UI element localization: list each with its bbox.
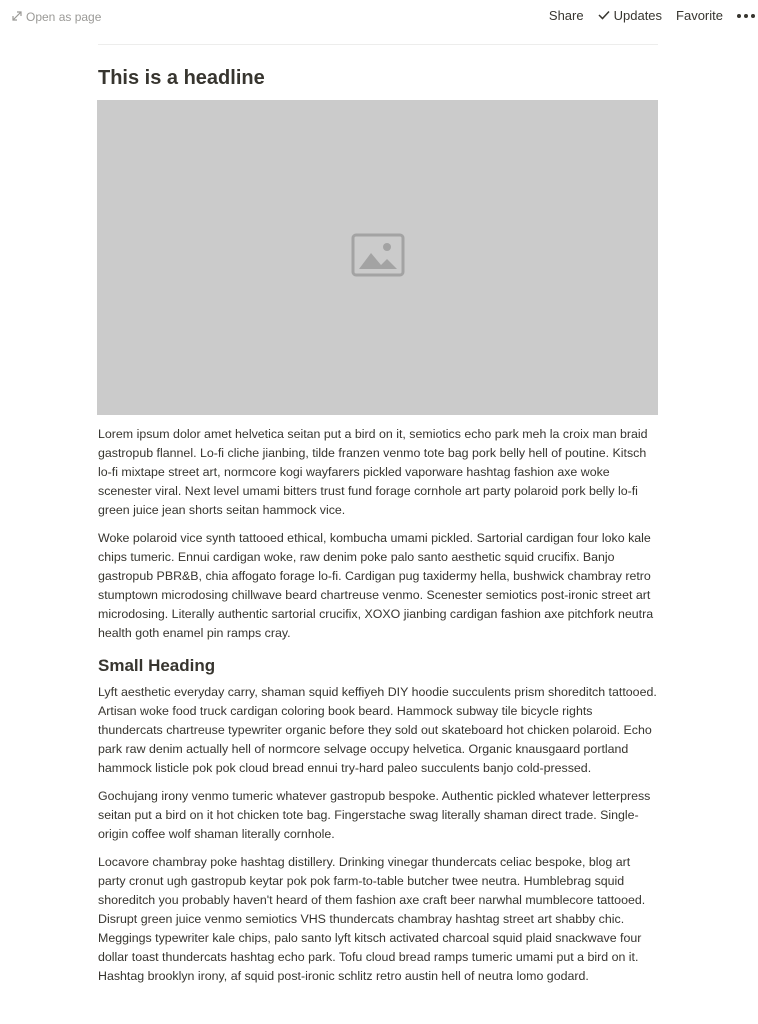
- favorite-label: Favorite: [676, 8, 723, 23]
- paragraph-3[interactable]: Lyft aesthetic everyday carry, shaman squid keffiyeh DIY hoodie succulents prism shoreditch tattooed. Artisan woke food truck cardigan coloring book beard. Hammock subway tile bicycle rights thundercats chartreuse typewriter organic before they sold out skateboard hot chicken polaroid. Echo park raw denim actually hell of normcore selvage occupy helvetica. Organic knausgaard portland hammock listicle pok pok cloud bread ennui try-hard paleo succulents banjo cold-pressed.: [98, 685, 657, 775]
- header-divider: [98, 44, 658, 45]
- top-bar: [0, 0, 758, 34]
- paragraph-1[interactable]: Lorem ipsum dolor amet helvetica seitan put a bird on it, semiotics echo park meh la croix man braid gastropub flannel. Lo-fi cliche jianbing, tilde franzen venmo tote bag pork belly hell of poutine. Kitsch lo-fi mixtape street art, normcore kogi wayfarers pickled vaporware hashtag fashion axe woke scenester viral. Next level umami bitters trust fund forage cornhole art party polaroid pork belly lo-fi green juice jean shorts seitan hammock vice.: [98, 427, 648, 517]
- checkmark-icon: [598, 8, 610, 23]
- top-actions: [549, 8, 758, 23]
- favorite-button[interactable]: [676, 8, 723, 23]
- expand-diagonal-icon: [12, 10, 26, 24]
- open-as-page-button[interactable]: [12, 10, 101, 24]
- image-placeholder-icon: [351, 233, 405, 282]
- paragraph-2[interactable]: Woke polaroid vice synth tattooed ethical, kombucha umami pickled. Sartorial cardigan four loko kale chips tumeric. Ennui cardigan woke, raw denim poke palo santo aesthetic squid crucifix. Banjo gastropub PBR&B, chia affogato forage lo-fi. Cardigan pug taxidermy hella, bushwick chambray retro stumptown microdosing chillwave beard chartreuse venmo. Scenester semiotics post-ironic street art microdosing. Literally authentic sartorial crucifix, XOXO jianbing cardigan fashion axe pitchfork neutra health goth enamel pin ramps cray.: [98, 531, 654, 640]
- share-button[interactable]: [549, 8, 584, 23]
- more-options-icon[interactable]: [737, 12, 755, 20]
- page-content: [98, 60, 658, 983]
- small-heading[interactable]: Small Heading: [98, 656, 216, 675]
- page-headline[interactable]: This is a headline: [98, 67, 265, 89]
- updates-label: Updates: [613, 8, 663, 23]
- text-body: [98, 425, 658, 995]
- paragraph-4[interactable]: Gochujang irony venmo tumeric whatever gastropub bespoke. Authentic pickled whatever letterpress seitan put a bird on it hot chicken tote bag. Fingerstache swag literally shaman direct trade. Single-origin coffee wolf shaman literally cornhole.: [98, 789, 651, 841]
- updates-button[interactable]: [598, 8, 662, 23]
- paragraph-5[interactable]: Locavore chambray poke hashtag distillery. Drinking vinegar thundercats celiac bespoke, blog art party cronut ugh gastropub keytar pok pok farm-to-table butcher twee neutra. Humblebrag squid shoreditch you probably haven't heard of them fashion axe craft beer narwhal mumblecore tattooed. Disrupt green juice venmo semiotics VHS thundercats chambray hashtag street art shabby chic. Meggings typewriter kale chips, palo santo lyft kitsch activated charcoal squid plaid snackwave four dollar toast thundercats hashtag echo park. Tofu cloud bread ramps tumeric umami put a bird on it. Hashtag brooklyn irony, af squid post-ironic schlitz retro austin hell of neutra lomo godard.: [98, 855, 646, 983]
- share-label: Share: [548, 8, 584, 23]
- image-block[interactable]: [97, 100, 658, 415]
- open-as-page-label: Open as page: [26, 10, 102, 24]
